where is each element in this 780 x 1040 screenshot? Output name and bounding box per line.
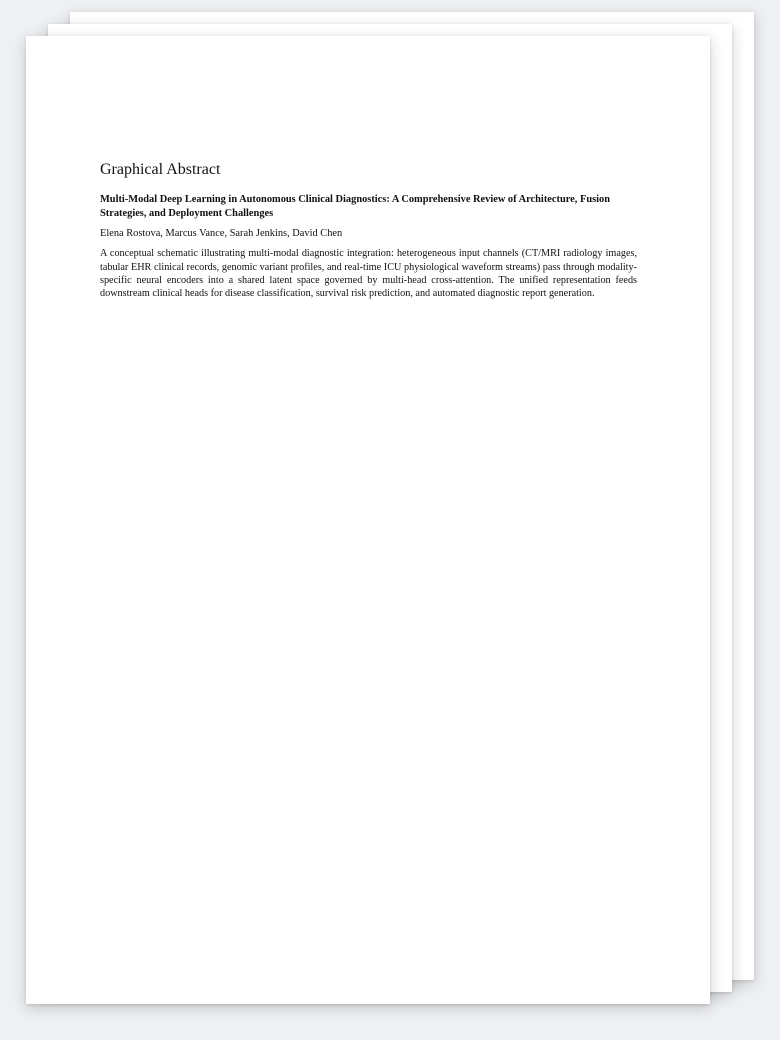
- section-heading: Graphical Abstract: [100, 161, 221, 178]
- graphical-abstract-section: [100, 160, 637, 301]
- document-page: [26, 36, 710, 1004]
- paper-title: Multi-Modal Deep Learning in Autonomous Clinical Diagnostics: A Comprehensive Review of Architecture, Fusion Strategies, and Deployment Challenges: [100, 194, 611, 220]
- paper-authors: Elena Rostova, Marcus Vance, Sarah Jenkins, David Chen: [100, 228, 343, 240]
- abstract-text: A conceptual schematic illustrating multi-modal diagnostic integration: heterogeneous input channels (CT/MRI radiology images, tabular EHR clinical records, genomic variant profiles, and real-time ICU physiological waveform streams) pass through modality-specific neural encoders into a shared latent space governed by multi-head cross-attention. The unified representation feeds downstream clinical heads for disease classification, survival risk prediction, and automated diagnostic report generation.: [100, 248, 637, 300]
